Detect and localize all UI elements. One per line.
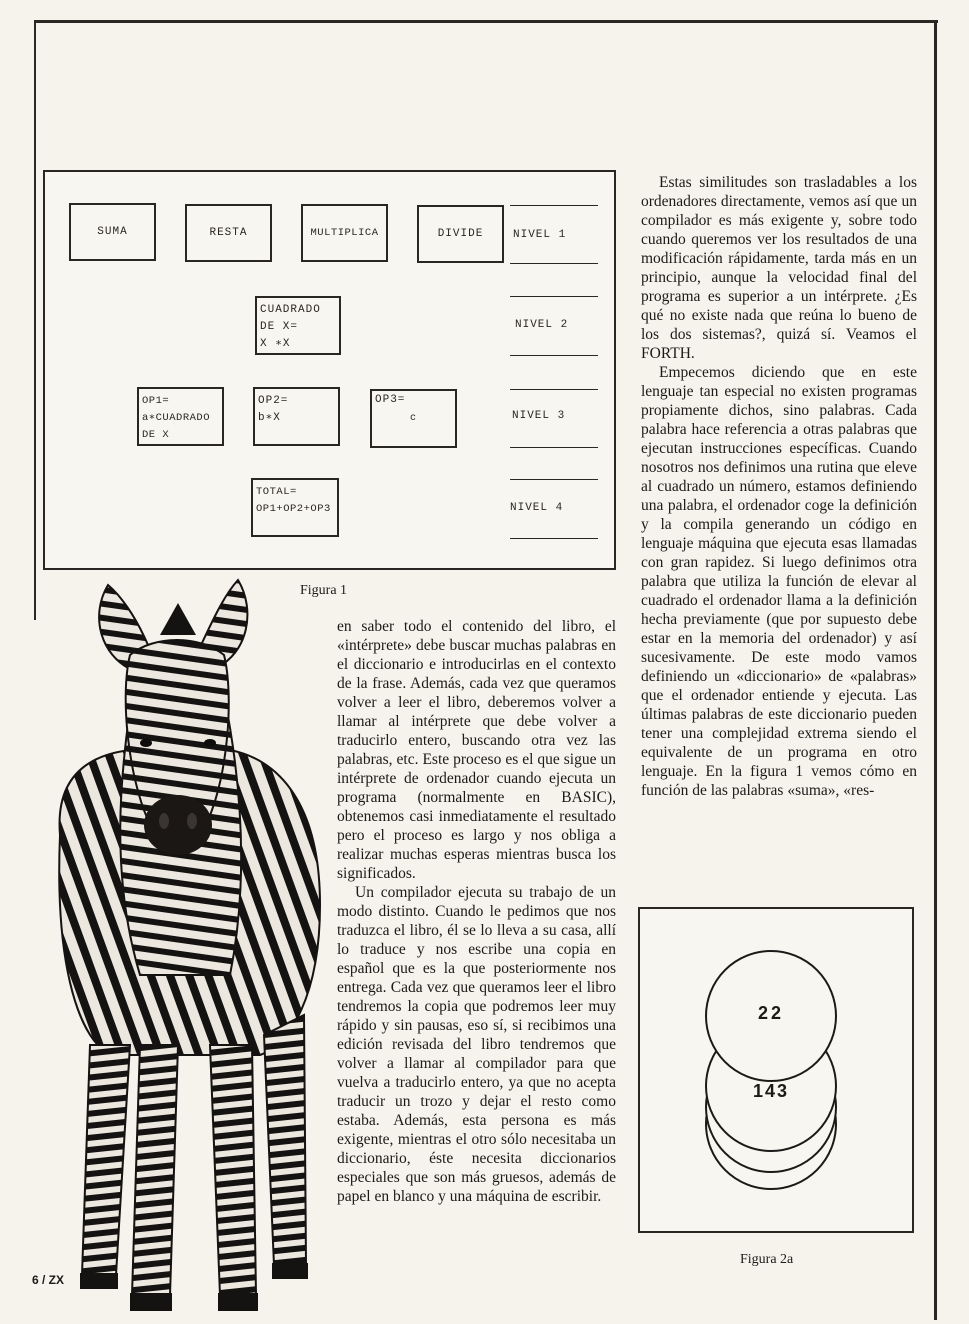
under-disc-value: 143 [752, 1081, 790, 1101]
middle-paragraph-2: Un compilador ejecuta su trabajo de un modo distinto. Cuando le pedimos que nos traduzca el libro, él se lo lleva a su casa, allí lo traduce y nos escribe una copia en español que es la que posteriormente nos entrega. Cada vez que queramos leer el libro tendremos la copia que podremos leer muy rápido y sin pausas, eso sí, si recibimos una edición revisada del libro tendremos que volver a llamar al compilador para que vuelva a traducirlo entero, ya que no acepta traducir un trozo y dejar el resto como estaba. Además, esta persona es más exigente, mientras el otro sólo necesitaba un diccionario, éste necesita diccionarios especiales que son más gruesos, además de papel en blanco y una máquina de escribir. [337, 884, 616, 1205]
level-1-top-line [510, 205, 598, 206]
box-resta: RESTA [185, 204, 272, 262]
figure-1-caption: Figura 1 [300, 583, 348, 598]
level-1-label: NIVEL 1 [513, 229, 567, 241]
box-total: TOTAL= OP1+OP2+OP3 [251, 478, 339, 537]
figure-1-diagram [43, 170, 616, 570]
middle-paragraph-1: en saber todo el contenido del libro, el «intérprete» debe buscar muchas palabras en el diccionario e introducirlas en el contexto de la frase. Además, cada vez que queramos volver a leer el libro, deberemos volver a llamar al intérprete que debe volver a traducirlo entero, buscando otra vez las palabras, etc. Este proceso es el que sigue un intérprete de ordenador cuando ejecuta un programa (normalmente en BASIC), obtenemos casi inmediatamente el resultado pero el proceso es largo y nos obliga a realizar muchas esperas mientras busca los significados. [337, 618, 616, 882]
right-text-column [641, 173, 917, 800]
level-4-label: NIVEL 4 [510, 502, 564, 514]
level-2-label: NIVEL 2 [515, 319, 569, 331]
level-2-top-line [510, 296, 598, 297]
figure-2a-stack [640, 909, 912, 1231]
right-paragraph-1: Estas similitudes son trasladables a los ordenadores directamente, vemos así que un compilador es más exigente y, sobre todo cuando queremos ver los resultados de una modificación rápidamente, tarda más en un principio, aunque la velocidad final del programa es superior a un intérprete. ¿Es qué no existe nada que reúna lo bueno de los dos sistemas?, quizá sí. Veamos el FORTH. [641, 174, 917, 362]
level-3-label: NIVEL 3 [512, 410, 566, 422]
zebra-photo [20, 575, 340, 1324]
top-disc-value: 22 [757, 1003, 785, 1023]
level-3-bottom-line [510, 447, 598, 448]
level-3-top-line [510, 389, 598, 390]
figure-2a-diagram [638, 907, 914, 1233]
page-frame-right-rule [934, 20, 937, 1320]
box-op3-label: OP3= [375, 394, 406, 406]
box-op3 [370, 389, 457, 448]
level-4-top-line [510, 479, 598, 480]
box-op2: OP2= b∗X [253, 387, 340, 446]
box-cuadrado: CUADRADO DE X= X ∗X [255, 296, 341, 355]
box-suma: SUMA [69, 203, 156, 261]
level-4-bottom-line [510, 538, 598, 539]
box-op1: OP1= a∗CUADRADO DE X [137, 387, 224, 446]
figure-2a-caption: Figura 2a [740, 1252, 794, 1267]
page-number: 6 / ZX [32, 1273, 65, 1287]
level-1-bottom-line [510, 263, 598, 264]
page-frame-top-rule [34, 20, 938, 23]
box-op3-value: c [409, 413, 417, 424]
page-frame-left-rule [34, 20, 36, 620]
right-paragraph-2: Empecemos diciendo que en este lenguaje tan especial no existen programas propiamente dichos, sino palabras. Cada palabra hace referencia a otras palabras que ejecutan instrucciones específicas. Cuando nosotros nos definimos una rutina que eleve al cuadrado un número, estamos definiendo una palabra, el ordenador coge la definición y la compila generando un código en lenguaje máquina que ejecuta esas llamadas con gran rapidez. Si luego definimos otra palabra que utiliza la función de elevar al cuadrado el ordenador llama a la definición hecha previamente (que por supuesto debe estar en la memoria del ordenador) y así sucesivamente. De este modo vamos definiendo un «diccionario» de «palabras» que el ordenador entiende y ejecuta. Las últimas palabras de este diccionario pueden tener una complejidad extrema siendo el equivalente de un programa en otro lenguaje. En la figura 1 vemos cómo en función de las palabras «suma», «res- [641, 364, 917, 799]
box-divide: DIVIDE [417, 205, 504, 263]
middle-text-column [337, 617, 616, 1206]
box-multiplica: MULTIPLICA [301, 204, 388, 262]
level-2-bottom-line [510, 355, 598, 356]
